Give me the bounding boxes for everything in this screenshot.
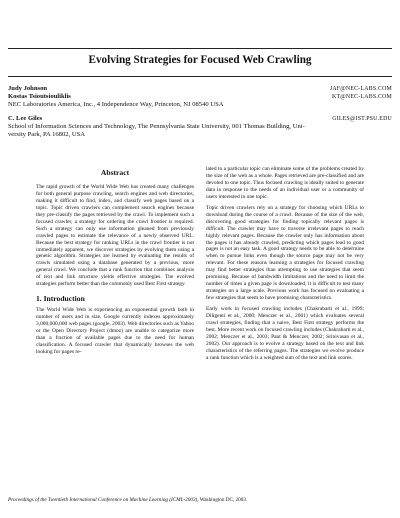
- abstract-text: The rapid growth of the World Wide Web has created many challenges for both general purpose crawling, search engines and web directories, making it difficult to find, index, and classify web pages based on a topic. Topic driven crawlers can complement search engines because they pre-classify the pages retrieved by the crawl. To implement such a focused crawler, a strategy for ordering the crawl frontier is required. Such a strategy can only use information gleaned from previously crawled pages to estimate the relevance of a newly observed URL. Because the best strategy for ranking URLs in the crawl frontier is not immediately apparent, we discover strategies by evolving them using a genetic algorithm. Strategies are learned by evaluating the results of crawls simulated using a database generated by a previous, more general crawl. We conclude that a rank function that combines analysis of text and link structure yields effective strategies. The evolved strategies perform better than the commonly used Best First strategy.: [36, 183, 194, 288]
- author-row: [8, 115, 392, 123]
- footer-venue: Proceedings of the Twentieth International Conference on Machine Learning (ICML-2003),: [8, 497, 199, 503]
- paper-title: Evolving Strategies for Focused Web Crawling: [88, 54, 312, 66]
- body-paragraph: lated to a particular topic can eliminate some of the problems created by the size of the web as a whole. Pages retrieved are pre-classified and are devoted to one topic. Thus focused crawling is ideally suited to generate data in response to the needs of an individual user or a community of users interested in one topic.: [206, 166, 364, 200]
- author-email: GILES@IST.PSU.EDU: [332, 115, 392, 122]
- author-block: [8, 85, 392, 139]
- proceedings-footer: [8, 497, 392, 503]
- title-rule-top: [8, 48, 392, 49]
- author-email: KT@NEC-LABS.COM: [332, 94, 392, 101]
- right-column: [206, 166, 364, 366]
- footer-location: Washington DC, 2003.: [198, 497, 248, 503]
- abstract-heading: Abstract: [100, 168, 130, 177]
- section-heading: 1. Introduction: [36, 294, 85, 304]
- author-name: C. Lee Giles: [8, 114, 43, 122]
- author-email: JAF@NEC-LABS.COM: [329, 86, 392, 92]
- title-rule-bottom: [8, 76, 392, 77]
- left-column: [36, 170, 194, 360]
- body-paragraph: Topic driven crawlers rely on a strategy for choosing which URLs to download during the course of a crawl. Because of the size of the web, discovering good strategies for finding topically relevant pages is difficult. The crawler may have to traverse irrelevant pages to reach highly relevant pages. Because the crawler only has information about the pages it has already crawled, predicting which pages lead to good pages is not an easy task. A good strategy needs to be able to determine when to pursue links even though the source page may not be very relevant. For these reasons learning a strategies for focused crawling may find better strategies than attempting to use strategies that seem promising. Because of bandwidth limitations and the need to limit the number of times a given page is downloaded, it is difficult to test many strategies on a large scale. Previous work has focused on evaluating a few strategies that seem to have promising characteristics.: [206, 204, 364, 302]
- author-row: [8, 93, 392, 101]
- body-paragraph: Early work in focused crawling includes (Chakrabarti et al., 1999; Diligenti et al., 2000; Menczer et al., 2001) which evaluates several crawl strategies, finding that a naive, Best First strategy performs the best. More recent work on focused crawling includes (Chakrabarti et al., 2002; Menczer et al., 2003; Pant & Menczer, 2002; Srinivasan et al., 2002). Our approach is to evolve a strategy based on the text and link characteristics of the referring pages. The strategies we evolve produce a rank function which is a weighted sum of the text and link scores.: [206, 306, 364, 361]
- affiliation-continued: versity Park, PA 16802, USA: [8, 130, 86, 138]
- affiliation: NEC Laboratories America, Inc., 4 Independence Way, Princeton, NJ 08540 USA: [8, 101, 224, 109]
- author-name: Kostas Tsioutsiouliklis: [8, 93, 71, 101]
- author-name: Judy Johnson: [8, 85, 48, 92]
- author-row: [8, 85, 392, 93]
- affiliation: School of Information Sciences and Technology, The Pennsylvania State University, 001 Thomas Building, Uni-: [8, 122, 305, 130]
- intro-paragraph: The World Wide Web is experiencing an exponential growth both in number of users and in size. Google currently indexes approximately 3,000,000,000 web pages (google, 2003). Web directories such as Yahoo or the Open Directory Project (dmoz) are unable to categorize more than a fraction of available pages due to the need for human classification. A focused crawler that dynamically browses the web looking for pages re-: [36, 307, 194, 355]
